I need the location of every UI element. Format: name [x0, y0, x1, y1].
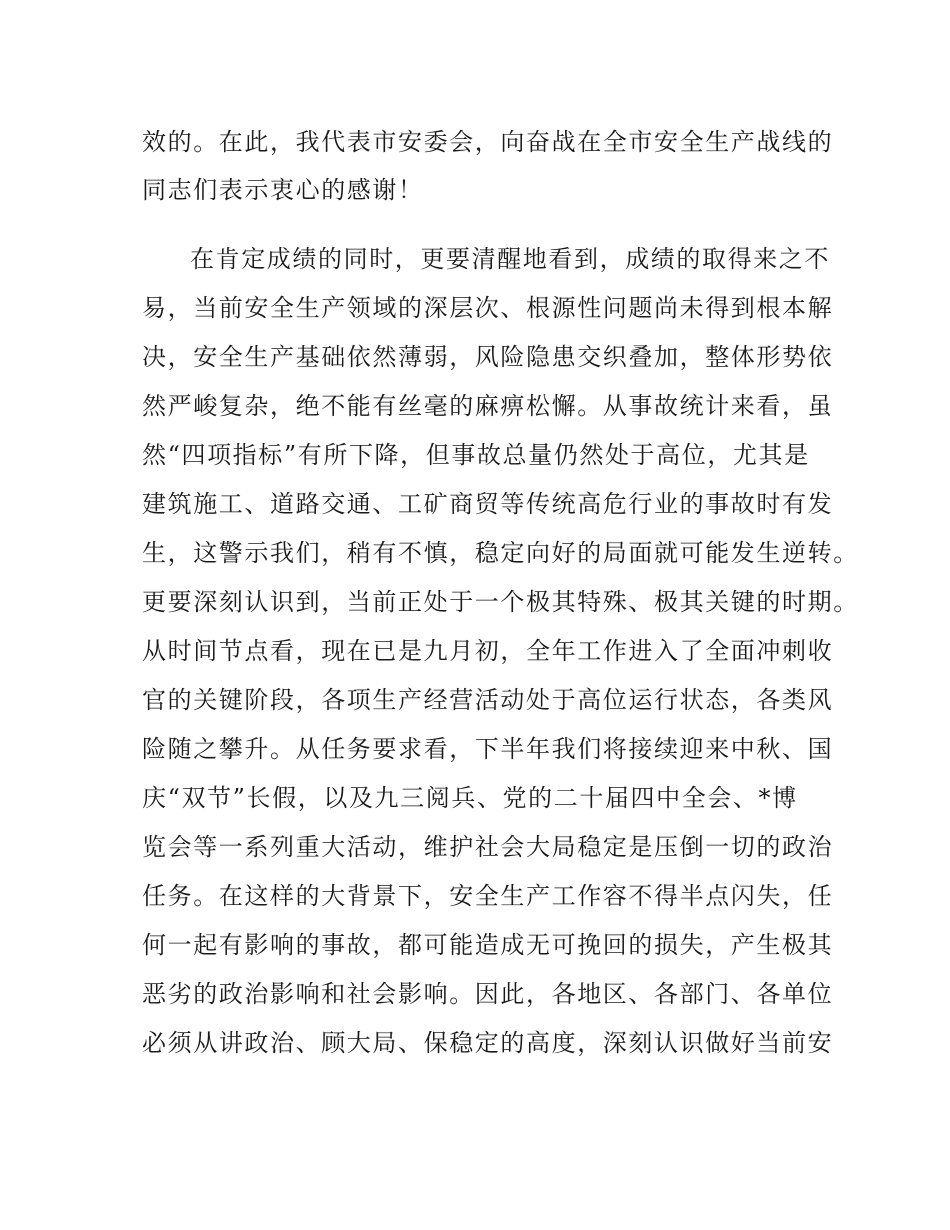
paragraph-2-line-10: 官的关键阶段，各项生产经营活动处于高位运行状态，各类风	[142, 686, 834, 714]
paragraph-2-line-14: 任务。在这样的大背景下，安全生产工作容不得半点闪失，任	[142, 882, 834, 910]
paragraph-2-line-2: 易，当前安全生产领域的深层次、根源性问题尚未得到根本解	[142, 294, 834, 322]
paragraph-2-line-17: 必须从讲政治、顾大局、保稳定的高度，深刻认识做好当前安	[142, 1029, 834, 1057]
paragraph-2-line-11: 险随之攀升。从任务要求看，下半年我们将接续迎来中秋、国	[142, 735, 834, 763]
paragraph-2-line-7: 生，这警示我们，稍有不慎，稳定向好的局面就可能发生逆转。	[142, 539, 859, 567]
paragraph-2-line-8: 更要深刻认识到，当前正处于一个极其特殊、极其关键的时期。	[142, 588, 859, 616]
paragraph-2-line-1: 在肯定成绩的同时，更要清醒地看到，成绩的取得来之不	[190, 245, 830, 273]
paragraph-2-line-16: 恶劣的政治影响和社会影响。因此，各地区、各部门、各单位	[142, 980, 834, 1008]
paragraph-2-line-6: 建筑施工、道路交通、工矿商贸等传统高危行业的事故时有发	[142, 490, 834, 518]
paragraph-2-line-13: 览会等一系列重大活动，维护社会大局稳定是压倒一切的政治	[142, 833, 834, 861]
paragraph-2-line-4: 然严峻复杂，绝不能有丝毫的麻痹松懈。从事故统计来看，虽	[142, 392, 834, 420]
paragraph-2-line-15: 何一起有影响的事故，都可能造成无可挽回的损失，产生极其	[142, 931, 834, 959]
paragraph-2-line-5: 然“四项指标”有所下降，但事故总量仍然处于高位，尤其是	[142, 441, 810, 469]
paragraph-1-line-1: 效的。在此，我代表市安委会，向奋战在全市安全生产战线的	[142, 128, 834, 156]
paragraph-1-line-2: 同志们表示衷心的感谢！	[142, 176, 424, 204]
paragraph-2-line-9: 从时间节点看，现在已是九月初，全年工作进入了全面冲刺收	[142, 637, 834, 665]
paragraph-2-line-3: 决，安全生产基础依然薄弱，风险隐患交织叠加，整体形势依	[142, 343, 834, 371]
paragraph-2-line-12: 庆“双节”长假，以及九三阅兵、党的二十届四中全会、*博	[142, 784, 798, 812]
